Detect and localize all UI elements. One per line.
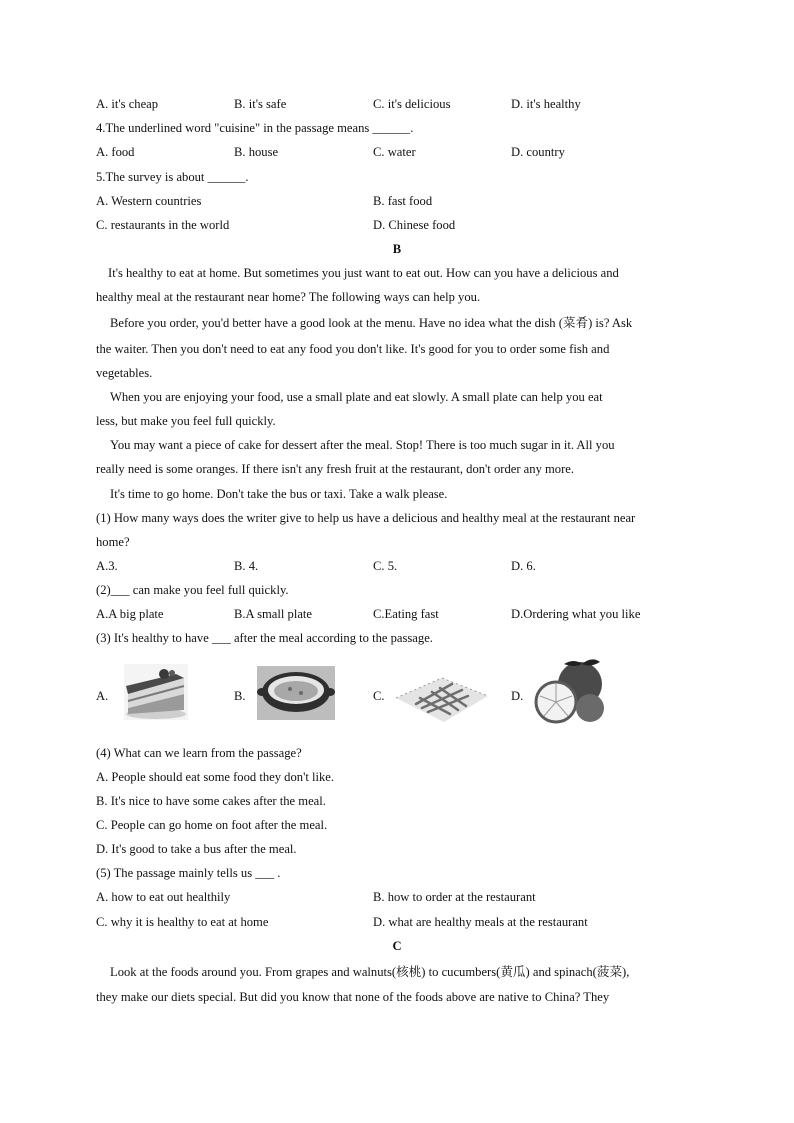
option-b-q2-b: B.A small plate: [234, 607, 313, 621]
passage-b-line-4: the waiter. Then you don't need to eat any food you don't like. It's good for you to order some fish and: [96, 342, 610, 356]
passage-b-line-3: Before you order, you'd better have a good look at the menu. Have no idea what the dish (菜肴) is? Ask: [110, 316, 633, 330]
option-b-q4-d: D. It's good to take a bus after the meal.: [96, 842, 297, 856]
option-b-q2-a: A.A big plate: [96, 607, 164, 621]
question-b-4-stem: (4) What can we learn from the passage?: [96, 746, 302, 760]
option-b-q3-d-label: D.: [511, 689, 524, 703]
passage-b-line-5: vegetables.: [96, 366, 153, 380]
option-a-q4-b: B. house: [234, 145, 279, 159]
option-b-q4-c: C. People can go home on foot after the meal.: [96, 818, 328, 832]
option-b-q3-b-label: B.: [234, 689, 246, 703]
passage-b-line-2: healthy meal at the restaurant near home? The following ways can help you.: [96, 290, 481, 304]
option-a-q3-c: C. it's delicious: [373, 97, 451, 111]
option-b-q2-d: D.Ordering what you like: [511, 607, 641, 621]
question-a-4-stem: 4.The underlined word "cuisine" in the passage means ______.: [96, 121, 414, 135]
option-b-q4-b: B. It's nice to have some cakes after the meal.: [96, 794, 326, 808]
option-b-q1-b: B. 4.: [234, 559, 259, 573]
question-b-1-stem-line-2: home?: [96, 535, 130, 549]
section-heading-b: B: [392, 242, 402, 256]
option-b-q5-d: D. what are healthy meals at the restaurant: [373, 915, 588, 929]
option-a-q4-d: D. country: [511, 145, 565, 159]
option-a-q5-c: C. restaurants in the world: [96, 218, 230, 232]
passage-c-line-1: Look at the foods around you. From grapes and walnuts(核桃) to cucumbers(黄瓜) and spinach(菠菜),: [110, 965, 630, 979]
oranges-picture: [530, 656, 612, 728]
option-a-q3-d: D. it's healthy: [511, 97, 581, 111]
passage-b-line-6: When you are enjoying your food, use a small plate and eat slowly. A small plate can help you eat: [110, 390, 603, 404]
passage-b-line-8: You may want a piece of cake for dessert after the meal. Stop! There is too much sugar in it. All you: [110, 438, 615, 452]
question-b-1-stem-line-1: (1) How many ways does the writer give to help us have a delicious and healthy meal at the restaurant near: [96, 511, 636, 525]
option-b-q4-a: A. People should eat some food they don't like.: [96, 770, 335, 784]
question-b-3-stem: (3) It's healthy to have ___ after the meal according to the passage.: [96, 631, 433, 645]
option-a-q3-b: B. it's safe: [234, 97, 287, 111]
option-a-q4-a: A. food: [96, 145, 135, 159]
question-a-5-stem: 5.The survey is about ______.: [96, 170, 249, 184]
option-a-q3-a: A. it's cheap: [96, 97, 159, 111]
question-b-5-stem: (5) The passage mainly tells us ___ .: [96, 866, 281, 880]
option-b-q5-a: A. how to eat out healthily: [96, 890, 231, 904]
option-b-q3-c-label: C.: [373, 689, 385, 703]
soup-bowl-picture: [257, 666, 335, 720]
passage-b-line-7: less, but make you feel full quickly.: [96, 414, 276, 428]
option-a-q5-d: D. Chinese food: [373, 218, 456, 232]
option-b-q1-c: C. 5.: [373, 559, 398, 573]
option-a-q5-a: A. Western countries: [96, 194, 202, 208]
passage-c-line-2: they make our diets special. But did you know that none of the foods above are native to China? They: [96, 990, 610, 1004]
cake-slice-picture: [124, 664, 188, 720]
option-b-q1-d: D. 6.: [511, 559, 536, 573]
question-b-2-stem: (2)___ can make you feel full quickly.: [96, 583, 289, 597]
passage-b-line-10: It's time to go home. Don't take the bus or taxi. Take a walk please.: [110, 487, 448, 501]
option-a-q5-b: B. fast food: [373, 194, 433, 208]
option-b-q3-a-label: A.: [96, 689, 109, 703]
option-b-q5-c: C. why it is healthy to eat at home: [96, 915, 269, 929]
french-fries-picture: [392, 668, 491, 724]
passage-b-line-1: It's healthy to eat at home. But sometimes you just want to eat out. How can you have a delicious and: [108, 266, 619, 280]
option-b-q5-b: B. how to order at the restaurant: [373, 890, 536, 904]
option-b-q1-a: A.3.: [96, 559, 118, 573]
passage-b-line-9: really need is some oranges. If there isn't any fresh fruit at the restaurant, don't order any more.: [96, 462, 575, 476]
option-a-q4-c: C. water: [373, 145, 416, 159]
option-b-q2-c: C.Eating fast: [373, 607, 439, 621]
section-heading-c: C: [392, 939, 402, 953]
